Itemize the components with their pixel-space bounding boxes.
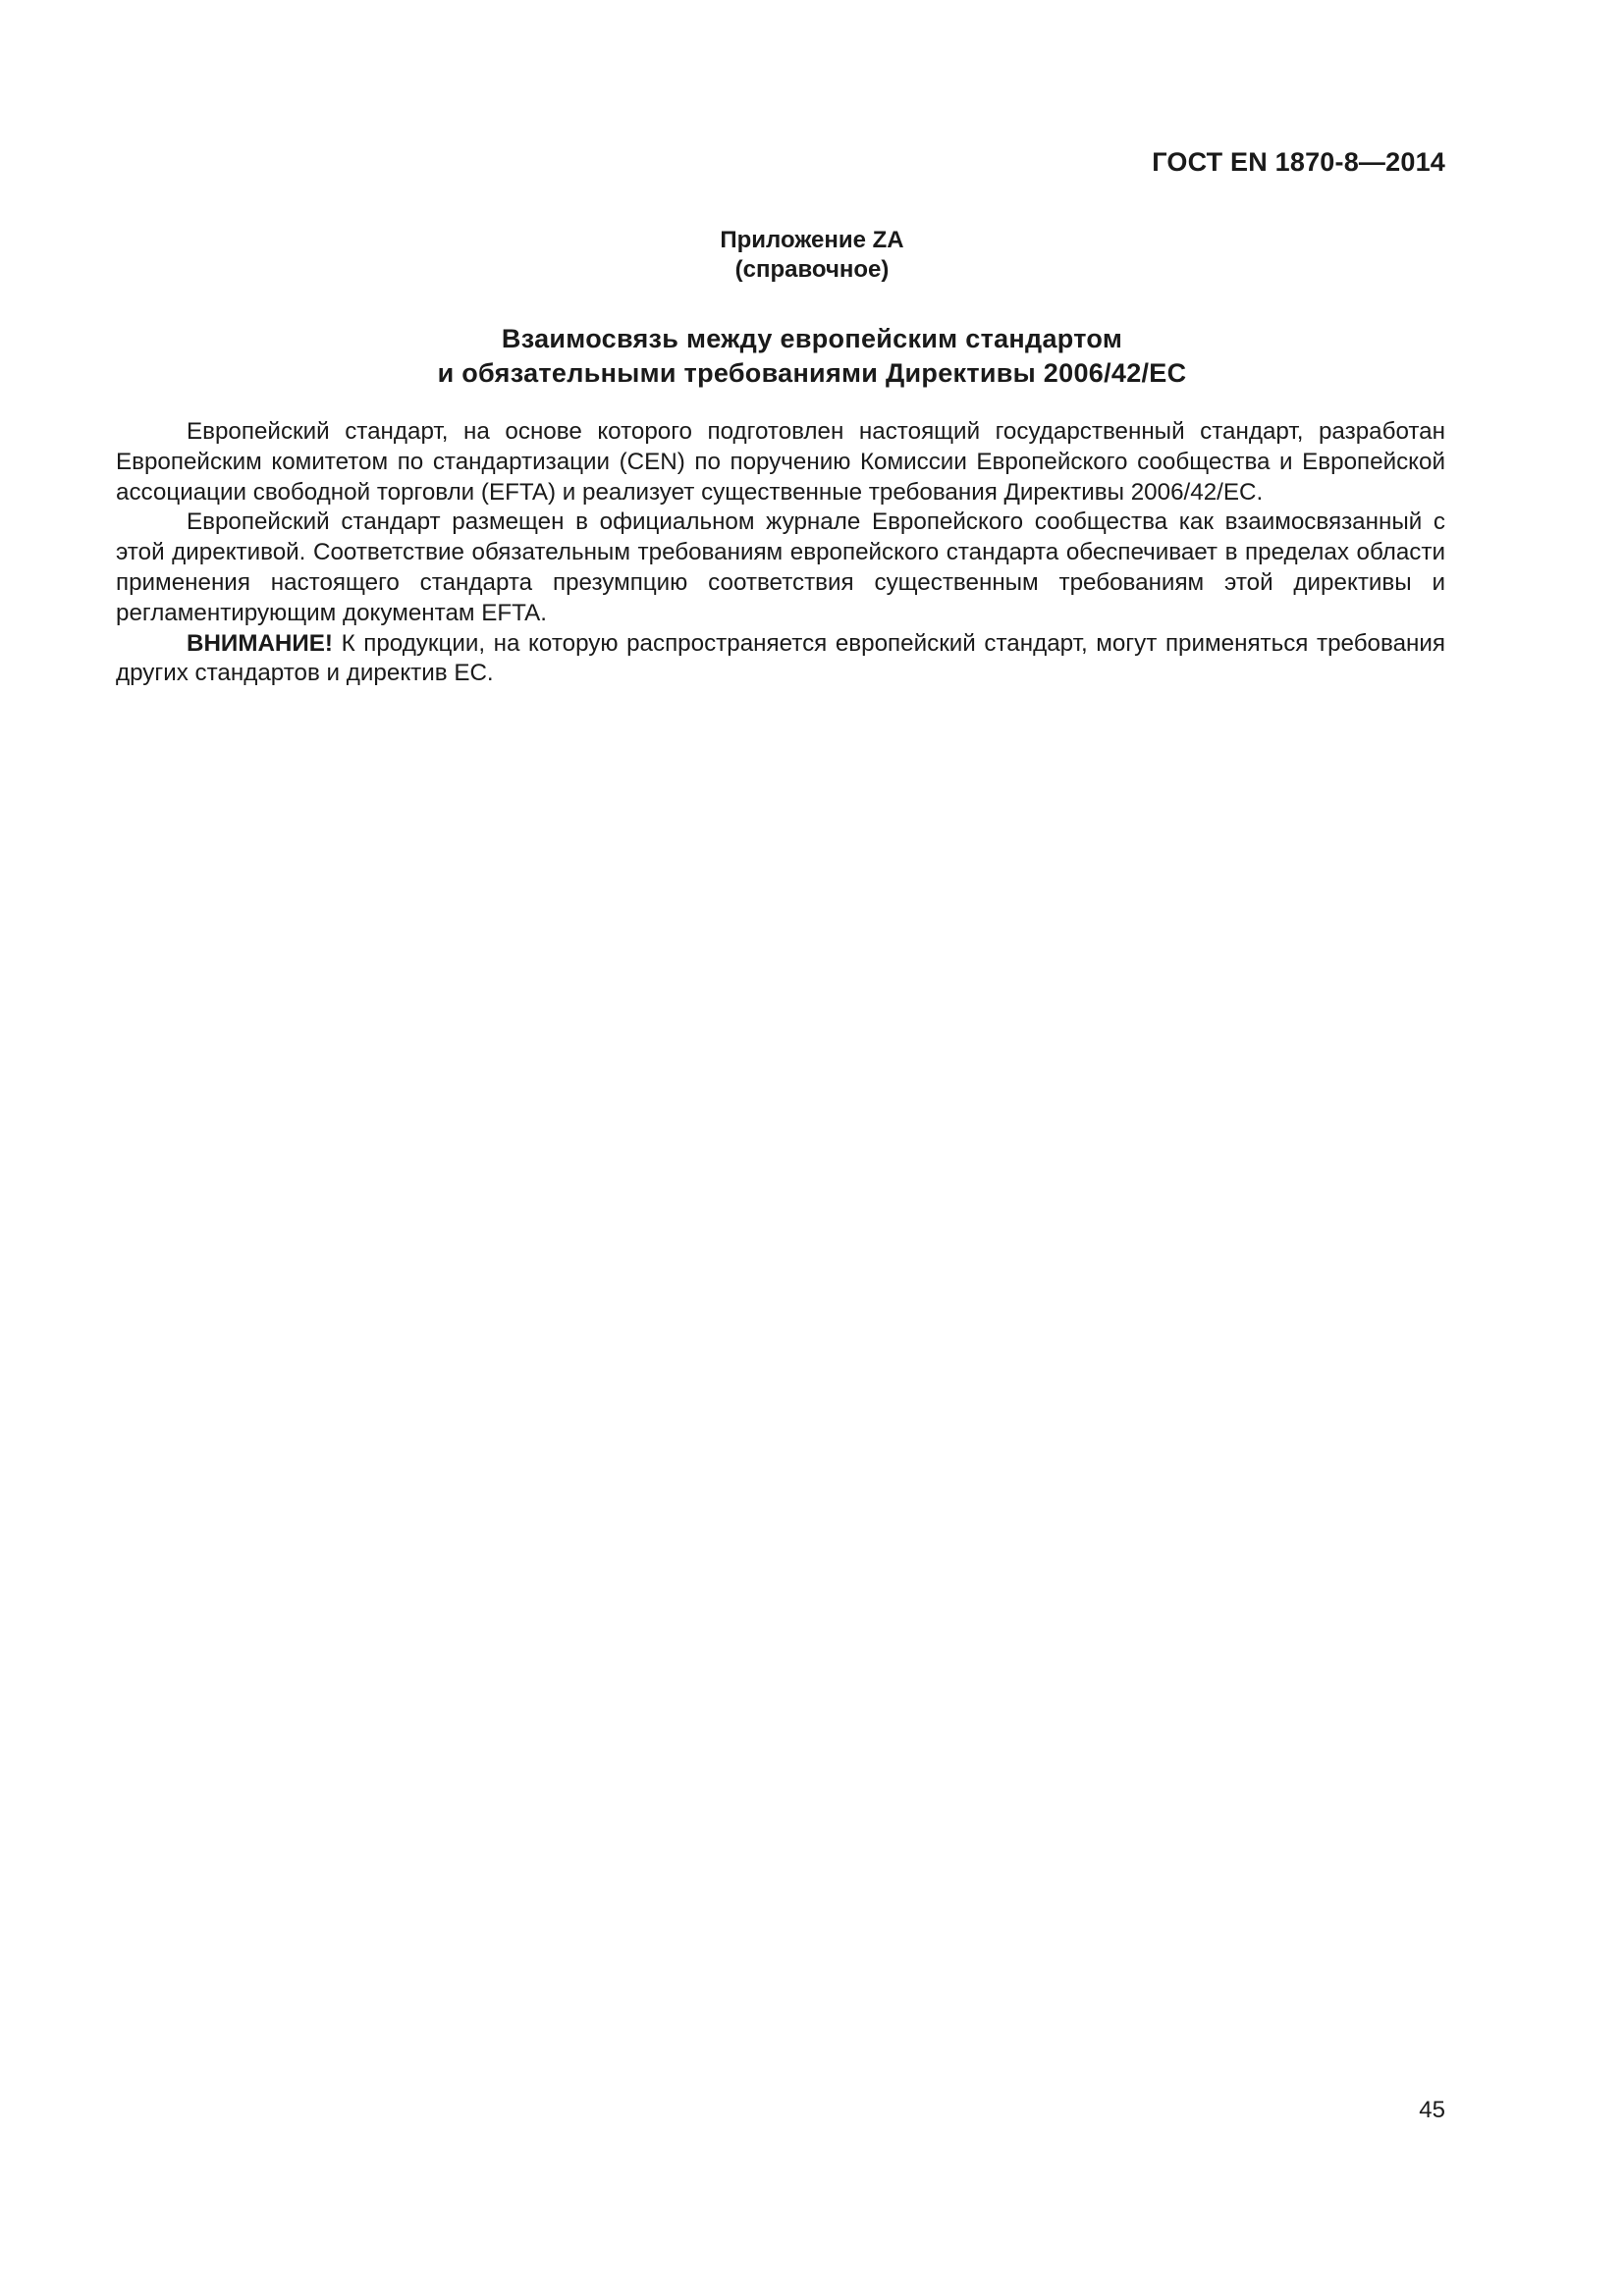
page-number: 45: [1419, 2097, 1445, 2123]
paragraph-2: Европейский стандарт размещен в официальном журнале Европейского сообщества как взаимосвязанный с этой директивой. Соответствие обязательным требованиям европейского стандарта обеспечивает в пределах области применения настоящего стандарта презумпцию соответствия существенным требованиям этой директивы и регламентирующим документам EFTA.: [116, 508, 1445, 626]
section-title: [0, 322, 1624, 391]
attention-label: ВНИМАНИЕ!: [187, 629, 333, 657]
annex-label: Приложение ZA: [720, 227, 904, 253]
paragraph-1: Европейский стандарт, на основе которого подготовлен настоящий государственный стандарт, разработан Европейским комитетом по стандартизации (CEN) по поручению Комиссии Европейского сообщества и Европейской ассоциации свободной торговли (EFTA) и реализует существенные требования Директивы 2006/42/ЕС.: [116, 418, 1445, 506]
title-line-2: и обязательными требованиями Директивы 2006/42/ЕС: [437, 358, 1187, 388]
document-code: ГОСТ EN 1870-8—2014: [1152, 147, 1445, 177]
annex-type: (справочное): [734, 256, 890, 283]
annex-heading: [0, 226, 1624, 285]
paragraph-3-text: К продукции, на которую распространяется европейский стандарт, могут применяться требования других стандартов и директив ЕС.: [116, 629, 1445, 687]
title-line-1: Взаимосвязь между европейским стандартом: [501, 324, 1123, 353]
body-text: [116, 417, 1445, 689]
paragraph-3: [116, 629, 1445, 690]
